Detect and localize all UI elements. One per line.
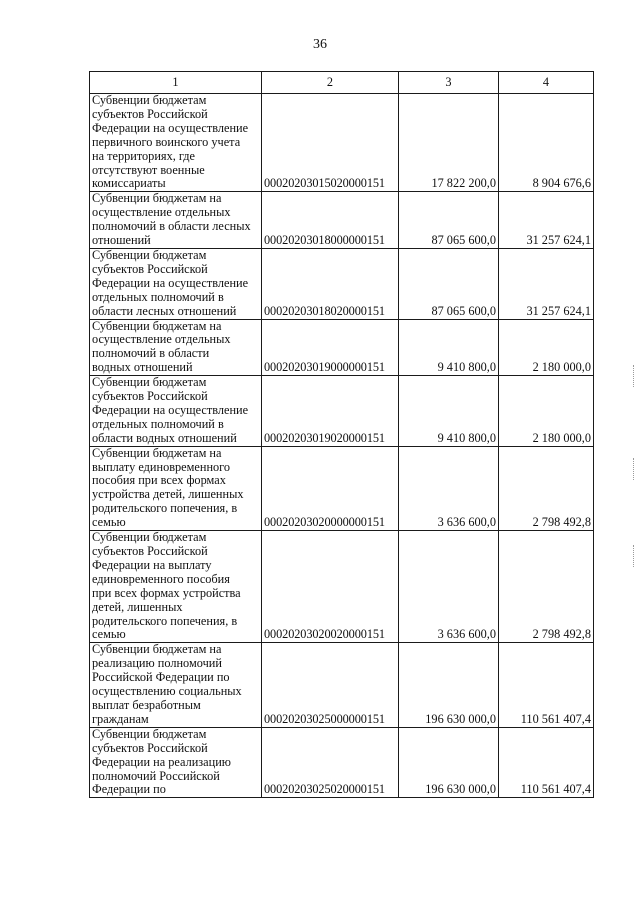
- row-name: Субвенции бюджетам на выплату единовременного пособия при всех формах устройства детей, лишенных родительского попечения, в семью: [90, 446, 262, 530]
- row-fact-amount: 2 798 492,8: [499, 531, 594, 643]
- table-row: [90, 376, 594, 447]
- row-plan-amount: 9 410 800,0: [399, 319, 499, 376]
- row-fact-amount: 8 904 676,6: [499, 94, 594, 192]
- row-fact-amount: 31 257 624,1: [499, 192, 594, 249]
- row-code: 00020203025020000151: [262, 727, 399, 798]
- row-code: 00020203018020000151: [262, 248, 399, 319]
- row-code: 00020203020020000151: [262, 531, 399, 643]
- column-header-1: 1: [90, 72, 262, 94]
- column-header-2: 2: [262, 72, 399, 94]
- row-fact-amount: 2 180 000,0: [499, 319, 594, 376]
- row-name: Субвенции бюджетам субъектов Российской Федерации на осуществление первичного воинского учета на территориях, где отсутствуют военные комиссариаты: [90, 94, 262, 192]
- row-fact-amount: 110 561 407,4: [499, 643, 594, 727]
- table-row: [90, 192, 594, 249]
- row-code: 00020203020000000151: [262, 446, 399, 530]
- row-name: Субвенции бюджетам на осуществление отдельных полномочий в области лесных отношений: [90, 192, 262, 249]
- row-name: Субвенции бюджетам субъектов Российской Федерации на осуществление отдельных полномочий в области водных отношений: [90, 376, 262, 447]
- table-row: [90, 248, 594, 319]
- row-name: Субвенции бюджетам на реализацию полномочий Российской Федерации по осуществлению социальных выплат безработным гражданам: [90, 643, 262, 727]
- row-plan-amount: 3 636 600,0: [399, 446, 499, 530]
- table-row: [90, 727, 594, 798]
- table-row: [90, 531, 594, 643]
- table-row: [90, 319, 594, 376]
- row-code: 00020203025000000151: [262, 643, 399, 727]
- row-name: Субвенции бюджетам субъектов Российской Федерации на осуществление отдельных полномочий в области лесных отношений: [90, 248, 262, 319]
- budget-table: [89, 71, 594, 798]
- row-fact-amount: 31 257 624,1: [499, 248, 594, 319]
- scan-margin-mark: [633, 365, 636, 387]
- row-plan-amount: 87 065 600,0: [399, 248, 499, 319]
- column-header-3: 3: [399, 72, 499, 94]
- row-plan-amount: 9 410 800,0: [399, 376, 499, 447]
- row-code: 00020203019020000151: [262, 376, 399, 447]
- table-row: [90, 643, 594, 727]
- row-fact-amount: 2 798 492,8: [499, 446, 594, 530]
- row-fact-amount: 2 180 000,0: [499, 376, 594, 447]
- table-row: [90, 446, 594, 530]
- column-header-4: 4: [499, 72, 594, 94]
- scan-margin-mark: [633, 458, 636, 480]
- row-plan-amount: 3 636 600,0: [399, 531, 499, 643]
- row-name: Субвенции бюджетам субъектов Российской Федерации на выплату единовременного пособия при всех формах устройства детей, лишенных родительского попечения, в семью: [90, 531, 262, 643]
- row-plan-amount: 17 822 200,0: [399, 94, 499, 192]
- header-row: [90, 72, 594, 94]
- page-number: 36: [313, 37, 327, 52]
- row-plan-amount: 196 630 000,0: [399, 727, 499, 798]
- row-plan-amount: 87 065 600,0: [399, 192, 499, 249]
- row-code: 00020203015020000151: [262, 94, 399, 192]
- row-plan-amount: 196 630 000,0: [399, 643, 499, 727]
- row-code: 00020203018000000151: [262, 192, 399, 249]
- row-code: 00020203019000000151: [262, 319, 399, 376]
- table-row: [90, 94, 594, 192]
- row-name: Субвенции бюджетам субъектов Российской Федерации на реализацию полномочий Российской Федерации по: [90, 727, 262, 798]
- row-fact-amount: 110 561 407,4: [499, 727, 594, 798]
- row-name: Субвенции бюджетам на осуществление отдельных полномочий в области водных отношений: [90, 319, 262, 376]
- scan-margin-mark: [633, 545, 636, 567]
